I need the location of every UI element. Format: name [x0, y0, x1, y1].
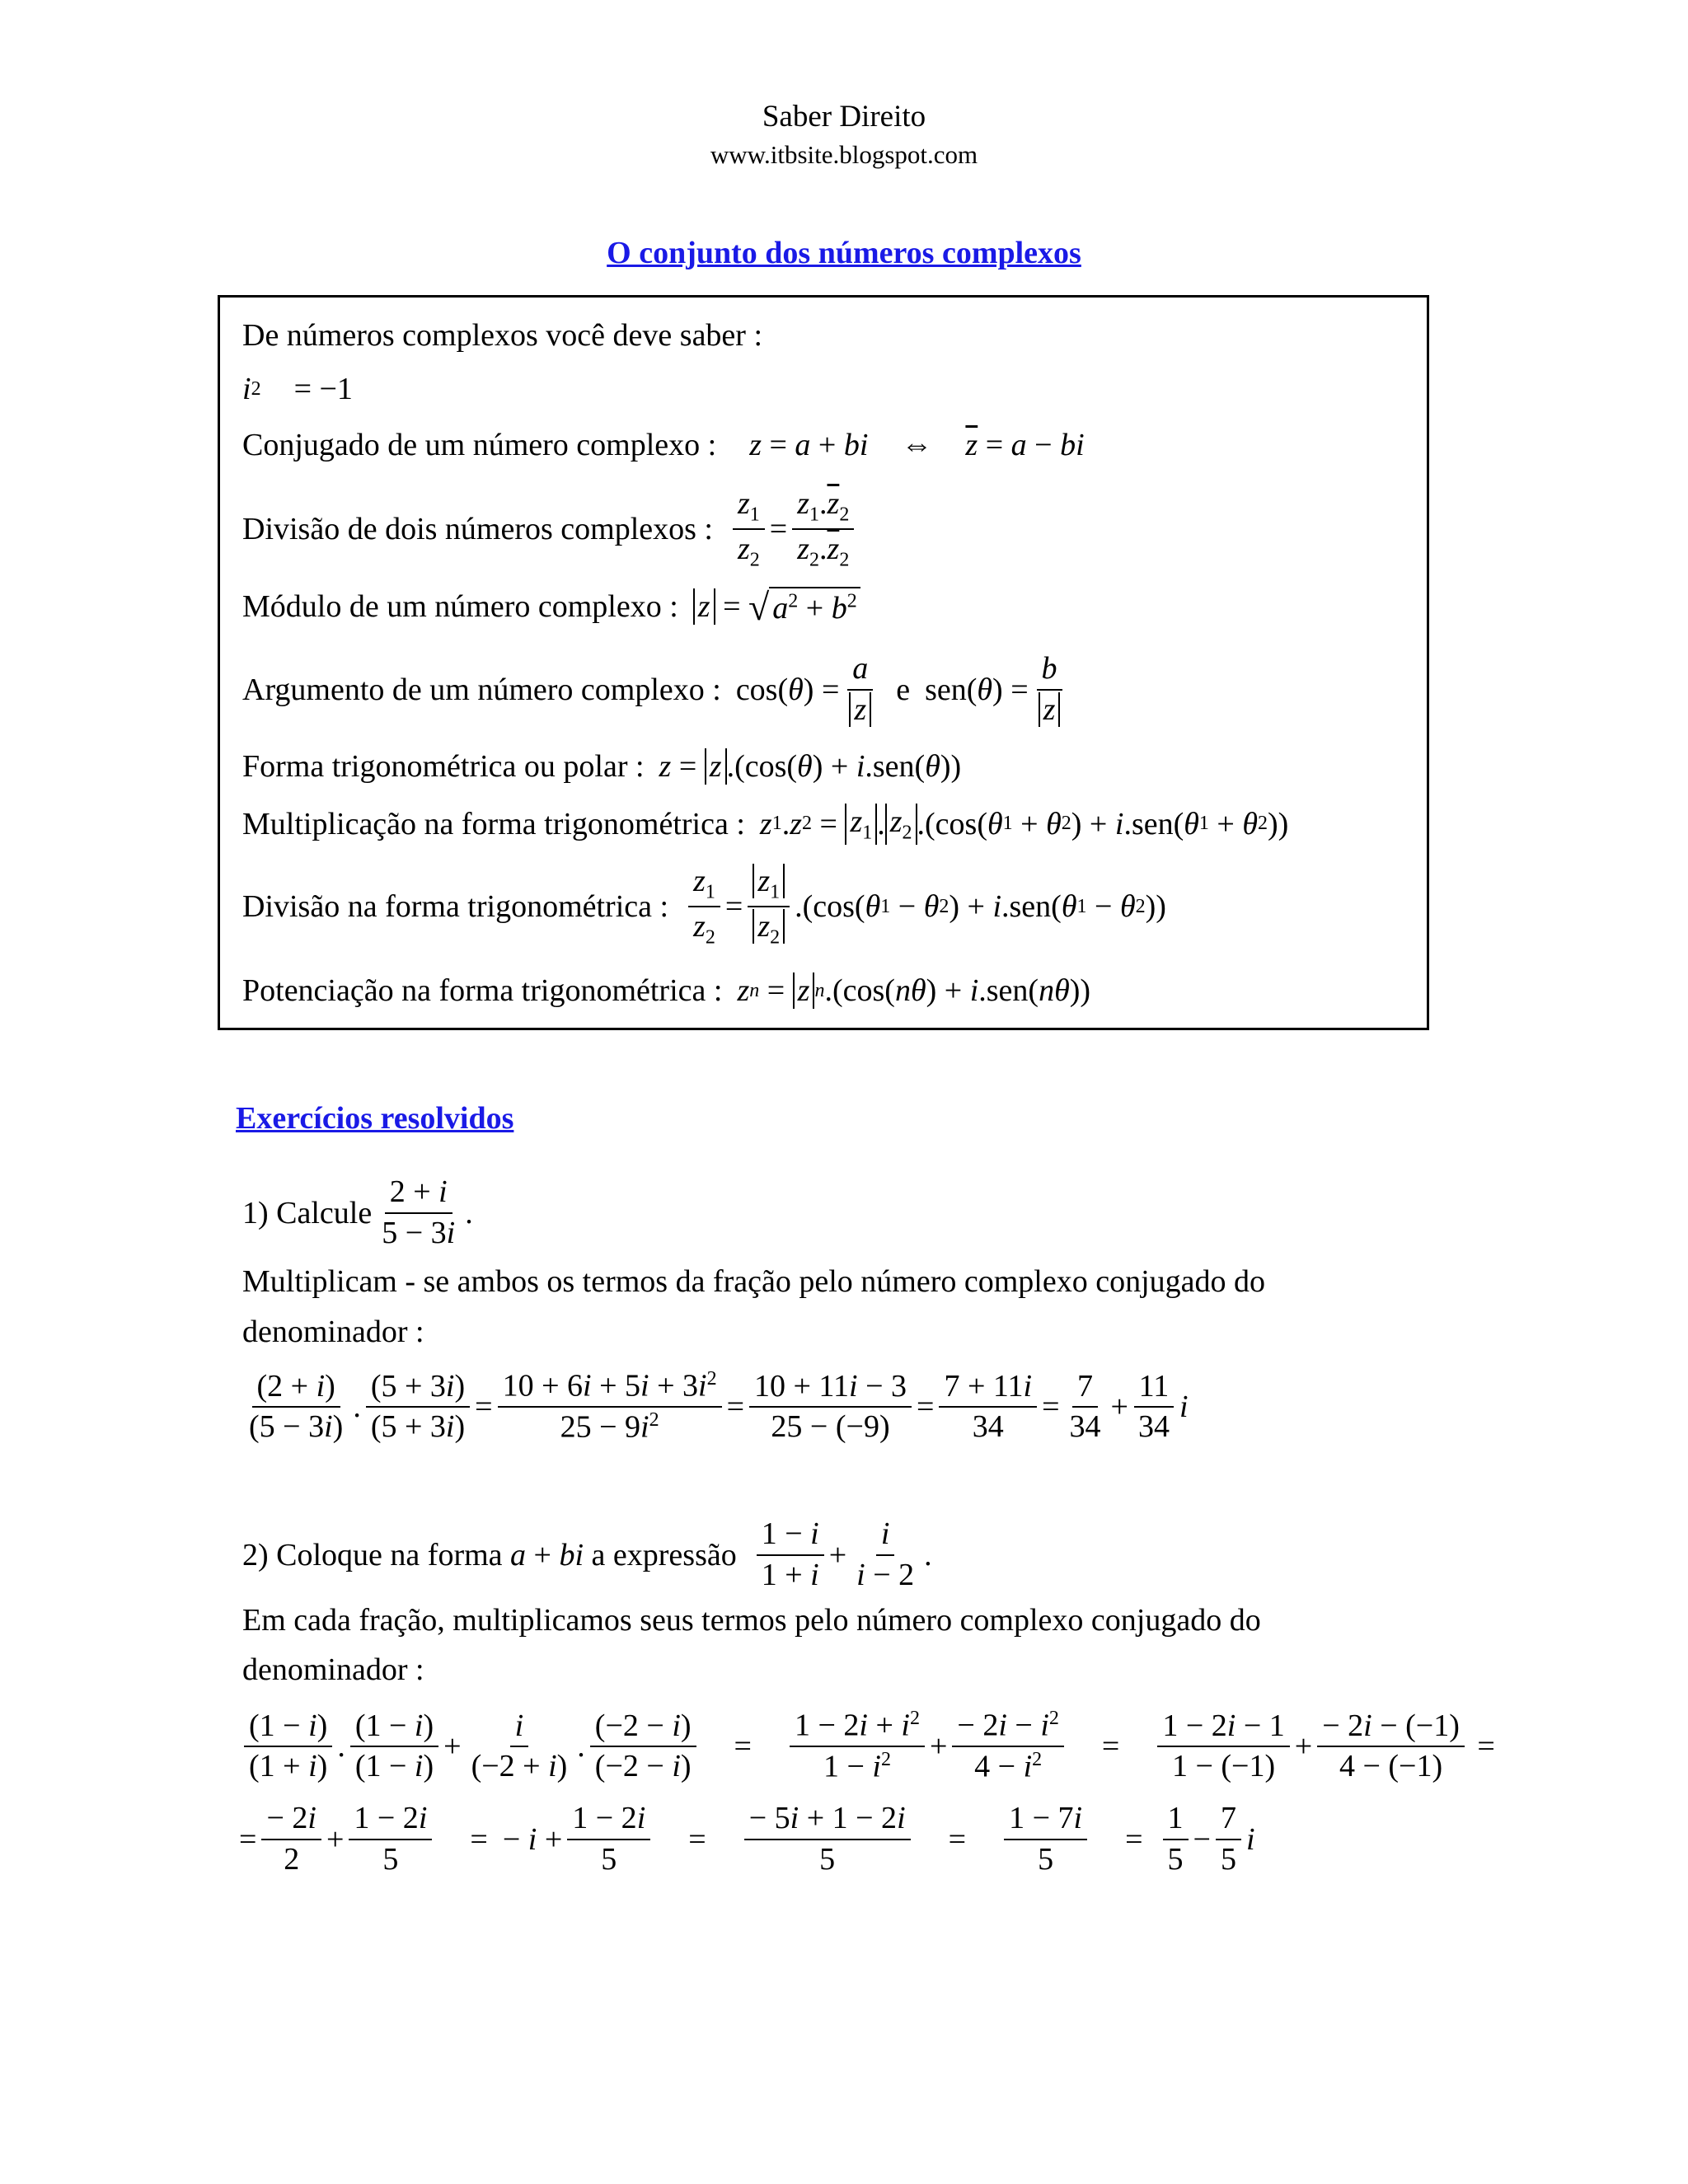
page-title[interactable]: O conjunto dos números complexos — [607, 236, 1081, 270]
ex2-prompt-start: 2) Coloque na forma — [242, 1537, 503, 1572]
argumento-e: e — [896, 672, 911, 707]
ex1-explanation-text-1: Multiplicam - se ambos os termos da fração pelo número complexo conjugado do — [242, 1264, 1266, 1299]
conjugado-label: Conjugado de um número complexo : — [242, 428, 717, 462]
formula-forma-polar: Forma trigonométrica ou polar : z = z .(cos( θ ) + i .sen( θ )) — [242, 749, 962, 784]
modulo-label: Módulo de um número complexo : — [242, 589, 678, 624]
formula-i-squared: i 2 = −1 — [242, 372, 353, 406]
ex1-explanation-text-2: denominador : — [242, 1315, 424, 1349]
formula-modulo: Módulo de um número complexo : z = √ $a^2 + b^2$ — [242, 587, 860, 626]
ex1-prompt-text: 1) Calcule — [242, 1195, 373, 1230]
formula-potenciacao: Potenciação na forma trigonométrica : z n = z n .(cos( nθ ) + i .sen( nθ )) — [242, 973, 1091, 1008]
ex2-solution-line-2: = $\frac{- 2i}{2}$ + $\frac{1 - 2i}{5}$ = − i + $\frac{1 - 2i}{5}$ = $\frac{- 5i + 1 - 2i}{5}$ = $\frac{1 - 7i}{5}$ = $\frac{1}{5}$ − $\frac{7}{5}$ i — [239, 1801, 1255, 1877]
ex2-explanation-1 — [242, 1602, 1261, 1638]
mult-label: Multiplicação na forma trigonométrica : — [242, 806, 745, 841]
divisao-label: Divisão de dois números complexos : — [242, 512, 713, 547]
site-title: Saber Direito — [762, 100, 926, 134]
formula-conjugado: Conjugado de um número complexo : z = a + bi ⇔ $\overline{z}$ = a − bi — [242, 428, 1085, 462]
formula-multiplicacao: Multiplicação na forma trigonométrica : z 1 . z 2 = $z_1$ . $z_2$ .(cos( θ 1 + θ 2 ) + i .sen( θ 1 + θ 2 )) — [242, 804, 1289, 844]
forma-label: Forma trigonométrica ou polar : — [242, 749, 645, 784]
formula-divisao: Divisão de dois números complexos : $\frac{z_1}{z_2}$ = $\frac{z_1.\overline{z}_2}{z_2.\overline{z}_2}$ — [242, 486, 859, 572]
ex2-solution-line-1: $\frac{(1 - i)}{(1 + i)}$ . $\frac{(1 - i)}{(1 - i)}$ + $\frac{i}{(-2 + i)}$ . $\frac{(-2 - i)}{(-2 - i)}$ = $\frac{1 - 2i + i^2}{1 - i^2}$ + $\frac{- 2i - i^2}{4 - i^2}$ = $\frac{1 - 2i - 1}{1 - (-1)}$ + $\frac{- 2i - (-1)}{4 - (-1)}$ = — [239, 1708, 1495, 1786]
box-intro-text: De números complexos você deve saber : — [242, 318, 763, 353]
ex2-explanation-text-1: Em cada fração, multiplicamos seus termos pelo número complexo conjugado do — [242, 1603, 1261, 1638]
ex2-explanation-text-2: denominador : — [242, 1652, 424, 1687]
box-intro — [242, 317, 762, 354]
formula-argumento: Argumento de um número complexo : cos( θ ) = $\frac{a}{z}$ e sen( θ ) = $\frac{b}{z}$ — [242, 651, 1070, 728]
ex2-prompt-mid: a expressão — [591, 1537, 737, 1572]
ex2-explanation-2 — [242, 1652, 424, 1688]
formula-divisao-trig: Divisão na forma trigonométrica : $\frac{z_1}{z_2}$ = $\frac{z_1}{z_2}$ .(cos( θ 1 − θ 2 ) + i .sen( θ 1 − θ 2 )) — [242, 864, 1166, 949]
div-trig-label: Divisão na forma trigonométrica : — [242, 889, 669, 925]
ex1-explanation-1 — [242, 1263, 1265, 1300]
site-url[interactable]: www.itbsite.blogspot.com — [710, 140, 978, 169]
ex1-prompt: 1) Calcule $\frac{2 + i}{5 - 3i}$ . — [242, 1174, 473, 1250]
ex1-explanation-2 — [242, 1314, 424, 1350]
pot-label: Potenciação na forma trigonométrica : — [242, 973, 723, 1008]
section-title[interactable]: Exercícios resolvidos — [236, 1101, 514, 1136]
ex2-prompt: 2) Coloque na forma a + bi a expressão $\frac{1 - i}{1 + i}$ + $\frac{i}{i - 2}$ . — [242, 1516, 932, 1592]
argumento-label: Argumento de um número complexo : — [242, 672, 721, 707]
ex1-solution: $\frac{(2 + i)}{(5 - 3i)}$ . $\frac{(5 + 3i)}{(5 + 3i)}$ = $\frac{10 + 6i + 5i + 3i^2}{25 - 9i^2}$ = $\frac{10 + 11i - 3}{25 - (-9)}$ = $\frac{7 + 11i}{34}$ = $\frac{7}{34}$ + $\frac{11}{34}$ i — [249, 1368, 1189, 1445]
